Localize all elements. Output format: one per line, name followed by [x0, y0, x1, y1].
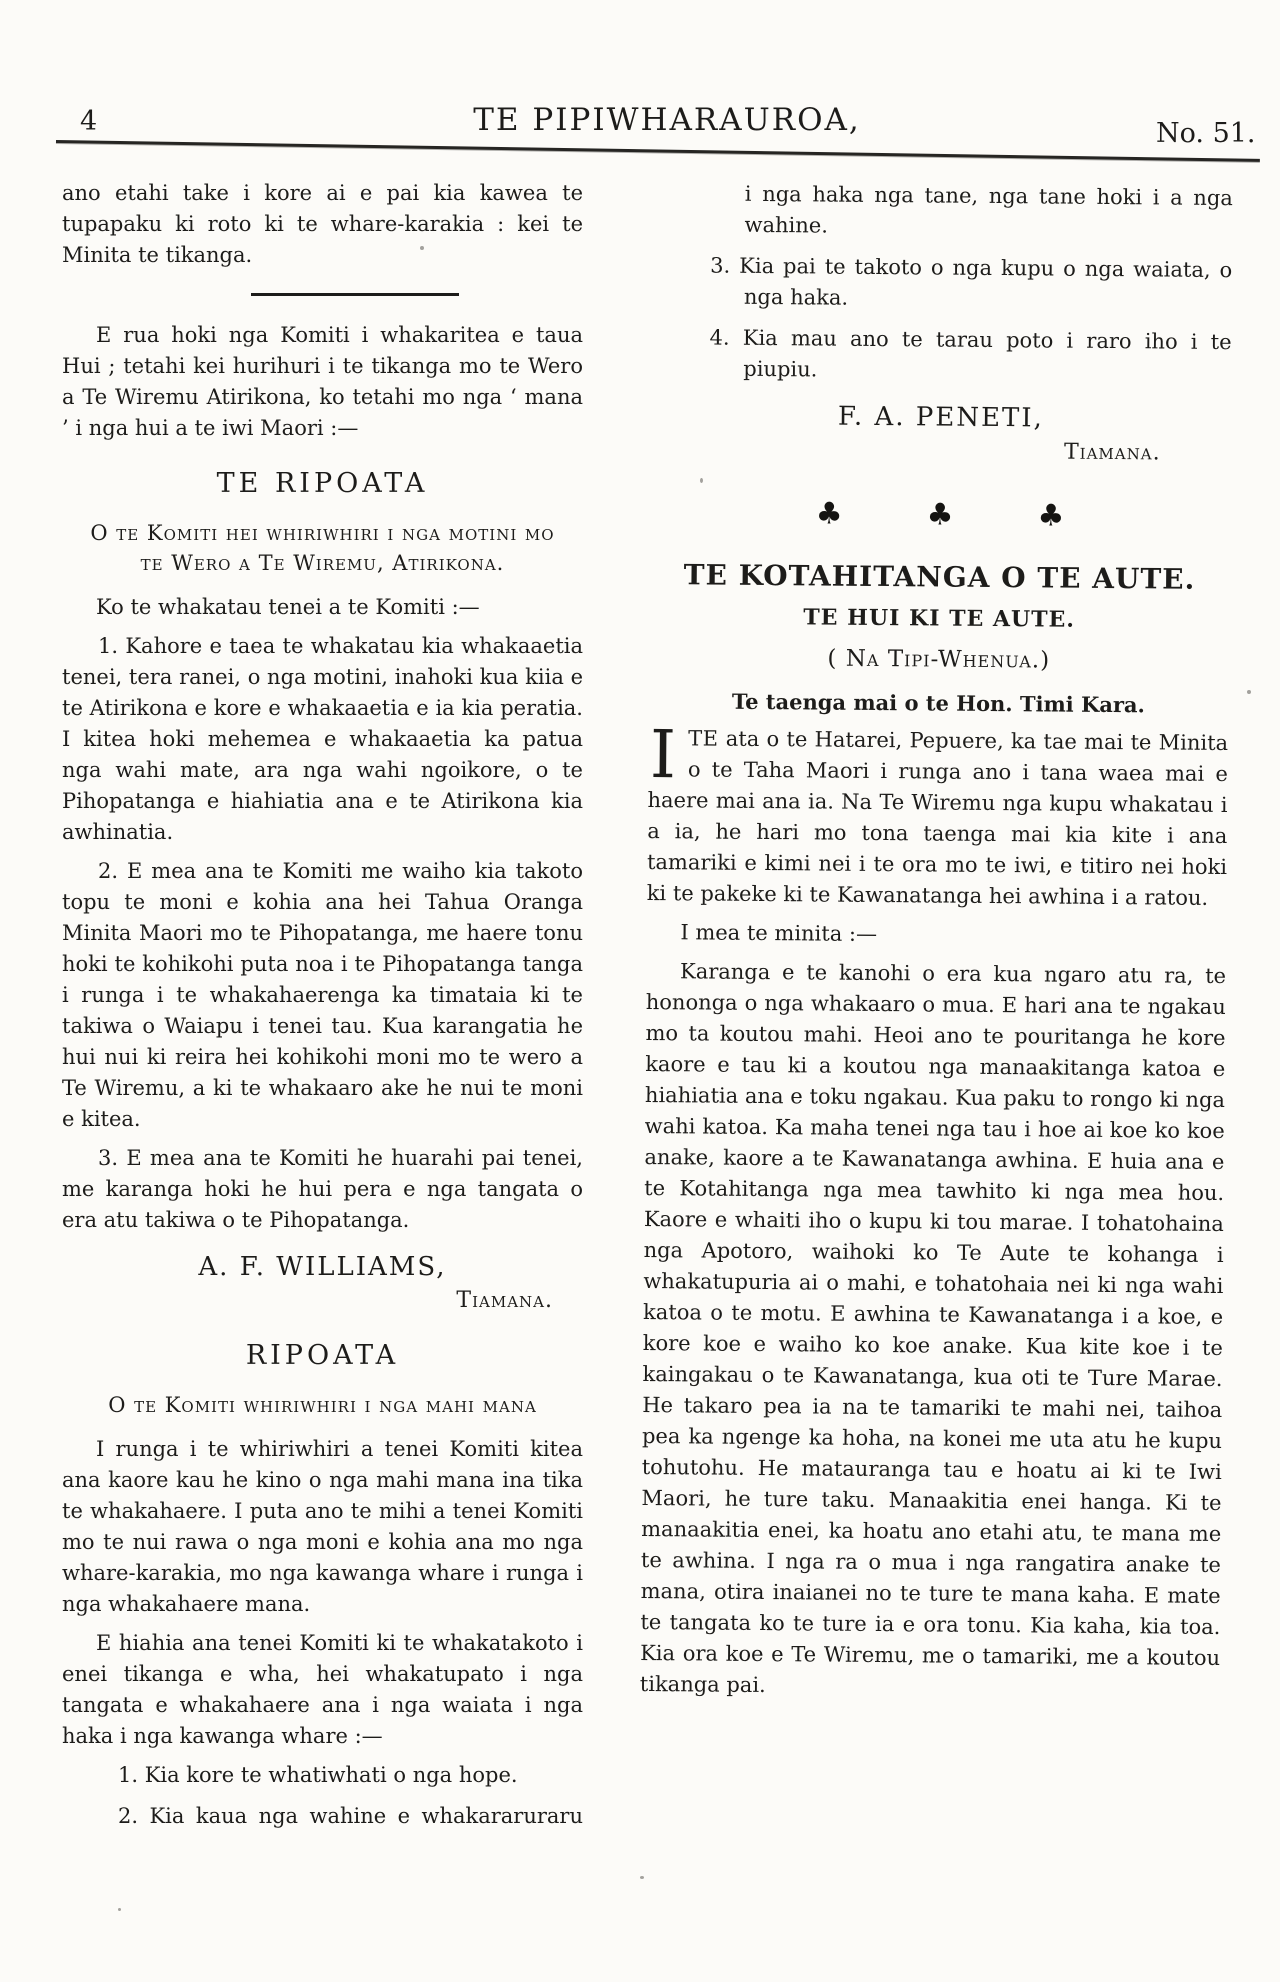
rules-signature-role: Tiamana.	[1063, 439, 1161, 466]
club-icon: ♣	[926, 497, 954, 533]
left-column	[62, 178, 583, 1842]
rule-item-4: 4. Kia mau ano te tarau poto i raro iho i te piupiu.	[709, 325, 1232, 382]
report2-heading: RIPOATA	[245, 1340, 400, 1371]
scan-speck	[420, 246, 424, 250]
article-heading: TE KOTAHITANGA O TE AUTE.	[683, 558, 1196, 596]
report1-subheading-line2: te Wero a Te Wiremu, Atirikona.	[140, 551, 505, 575]
report1-item-2: 2. E mea ana te Komiti me waiho kia takoto topu te moni e kohia ana hei Tahua Oranga Minita Maori mo te Pihopatanga, me haere tonu hoki te kohikohi puta noa i te Pihopatanga tanga i runga i te whakahaerenga ka timataia ki te takiwa o Waiapu i tenei tau. Kua karangatia he hui nui ki reira hei kohikohi moni mo te wero a Te Wiremu, a ki te whakaaro ake he nui te moni e kitea.	[62, 859, 583, 1131]
report2-paragraph-2: E hiahia ana tenei Komiti ki te whakatakoto i enei tikanga e wha, hei whakatupato i nga tangata e whakahaere ana i nga waiata i nga haka i nga kawanga whare :—	[62, 1631, 583, 1748]
issue-number: No. 51.	[1156, 118, 1256, 149]
club-divider	[650, 498, 1230, 533]
page-number: 4	[80, 106, 98, 137]
article-subheading: TE HUI KI TE AUTE.	[803, 604, 1076, 633]
lead-word: TE	[688, 726, 719, 751]
article-paragraph-1	[646, 715, 1229, 914]
rule-item-2: 2. Kia kaua nga wahine e whakararuraru	[118, 1804, 583, 1828]
scan-speck	[1247, 690, 1251, 694]
rule-item-3: 3. Kia pai te takoto o nga kupu o nga waiata, o nga haka.	[710, 253, 1233, 310]
report1-heading: TE RIPOATA	[216, 468, 429, 499]
report2-paragraph-1: I runga i te whiriwhiri a tenei Komiti kitea ana kaore kau he kino o nga mahi mana ina tika te whakahaere. I puta ano te mihi a tenei Komiti mo te nui rawa o nga moni e kohia ana mo nga whare-karakia, mo nga kawanga whare i runga i nga whakahaere mana.	[62, 1437, 583, 1616]
scan-speck	[118, 1908, 121, 1911]
newspaper-title: TE PIPIWHARAUROA,	[473, 102, 861, 138]
minister-speech-paragraph: Karanga e te kanohi o era kua ngaro atu ra, te hononga o nga whakaaro o mua. E hari ana te ngakau mo ta koutou mahi. Heoi ano te pouritanga he kore kaore e tau ki a koutou nga manaakitanga katoa e hiahiatia ana e toku ngakau. Kua paku to rongo ki nga wahi katoa. Ka maha tenei nga tau i hoe ai koe ko koe anake, kaore a te Kawanatanga awhina. E huia ana e te Kotahitanga nga mea tawhito ki nga mea hou. Kaore e whaiti iho o kupu ki tou marae. I tohatohaina nga Apotoro, waihoki ko Te Aute te kohanga i whakatupuria ai o mahi, e tohatohaia nei ki nga wahi katoa o te motu. E awhina te Kawanatanga i a koe, e kore koe e waiho ko koe anake. Kua kite koe i te kaingakau o te Kawanatanga, kua oti te Ture Marae. He takaro pea ia na te tamariki te mahi nei, taihoa pea ka ngenge ka hoha, na konei me uta atu he kupu tohutohu. He matauranga tau e hoatu ai ki te Iwi Maori, he ture taku. Manaakitia enei hanga. Ki te manaakitia enei, ka hoatu ano etahi atu, te mana me te awhina. I nga ra o mua i nga rangatira anake te mana, otira inaianei no te ture te mana kaha. E mate te tangata ko te ture ia e ora tonu. Kia kaha, kia toa. Kia ora koe e Te Wiremu, me o tamariki, me a koutou tikanga pai.	[639, 959, 1227, 1698]
drop-cap: I	[649, 715, 677, 794]
right-column	[640, 178, 1233, 1713]
header-rule	[56, 140, 1260, 162]
continued-paragraph: ano etahi take i kore ai e pai kia kawea te tupapaku ki roto ki te whare-karakia : kei te Minita te tikanga.	[62, 181, 583, 267]
committee-paragraph: E rua hoki nga Komiti i whakaritea e taua Hui ; tetahi kei hurihuri i te tikanga mo te Wero a Te Wiremu Atirikona, ko tetahi mo nga ‘ mana ’ i nga hui a te iwi Maori :—	[62, 323, 583, 440]
article-paragraph-1-text: ata o te Hatarei, Pepuere, ka tae mai te Minita o te Taha Maori i runga ano i tana waea mai e haere mai ana ia. Na Te Wiremu nga kupu whakatau i a ia, he hari mo tona taenga mai kia kite i ana tamariki e kimi nei i te ora mo te iwi, e titiro nei hoki ki te pakeke ki te Kawanatanga hei awhina i a ratou.	[646, 726, 1229, 910]
report1-subheading	[62, 518, 583, 578]
rule-item-2-continuation: i nga haka nga tane, nga tane hoki i a nga wahine.	[744, 181, 1233, 238]
rule-item-1: 1. Kia kore te whatiwhati o nga hope.	[118, 1763, 518, 1787]
article-byline: ( Na Tipi-Whenua.)	[827, 645, 1051, 674]
report1-item-3: 3. E mea ana te Komiti he huarahi pai tenei, me karanga hoki he hui pera e nga tangata o era atu takiwa o te Pihopatanga.	[62, 1146, 583, 1232]
section-divider-rule	[251, 293, 459, 296]
report1-subheading-line1: O te Komiti hei whiriwhiri i nga motini mo	[90, 521, 555, 545]
report1-item-1: 1. Kahore e taea te whakatau kia whakaaetia tenei, tera ranei, o nga motini, inahoki kua kiia e te Atirikona e kore e whakaaetia e ia kia peratia. I kitea hoki mehemea e whakaaetia ka patua nga wahi mate, ara nga wahi ngoikore, o te Pihopatanga e hiahiatia ana e te Atirikona kia awhinatia.	[62, 634, 583, 844]
scan-speck	[700, 478, 703, 483]
rules-signature-name: F. A. PENETI,	[837, 401, 1045, 434]
club-icon: ♣	[815, 496, 843, 532]
report1-signature-role: Tiamana.	[456, 1288, 553, 1313]
article-section-heading: Te taenga mai o te Hon. Timi Kara.	[731, 688, 1145, 718]
article-paragraph-2: I mea te minita :—	[680, 920, 878, 946]
club-icon: ♣	[1037, 498, 1065, 534]
report1-signature-name: A. F. WILLIAMS,	[198, 1252, 447, 1282]
scan-speck	[640, 1876, 644, 1879]
report2-subheading: O te Komiti whiriwhiri i nga mahi mana	[108, 1393, 537, 1417]
report1-intro: Ko te whakatau tenei a te Komiti :—	[96, 595, 480, 619]
